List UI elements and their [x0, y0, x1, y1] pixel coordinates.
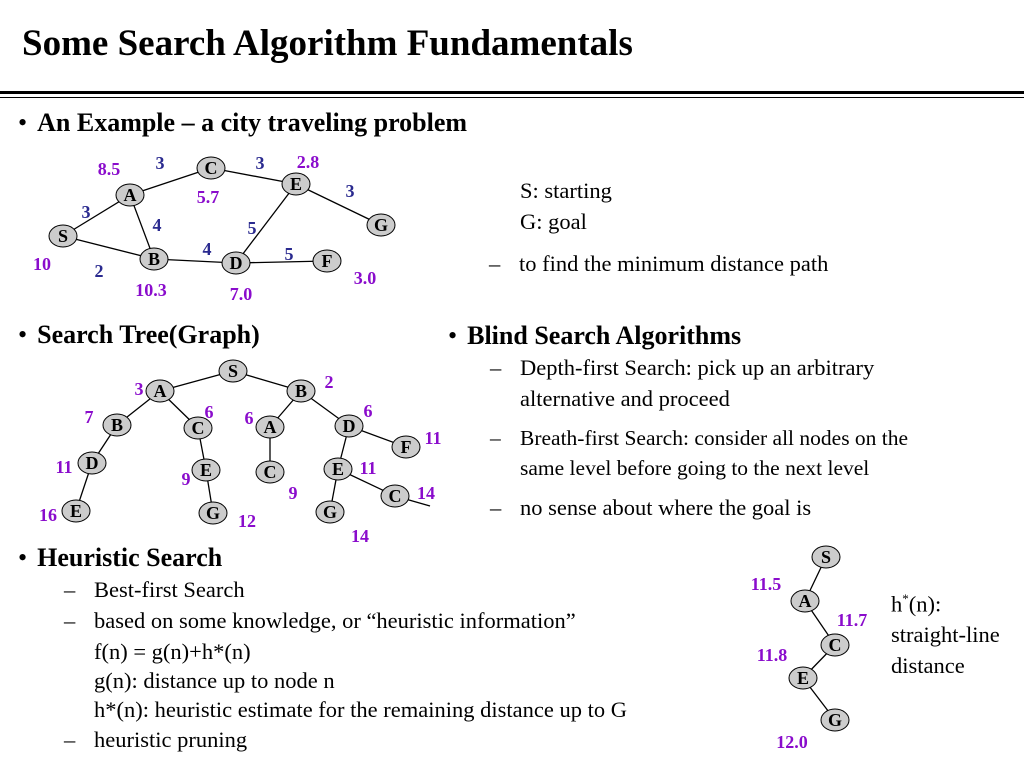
path-node-e: [789, 667, 817, 689]
svg-text:6: 6: [363, 401, 373, 421]
svg-text:C: C: [191, 418, 205, 438]
cost-d-f: 5: [284, 244, 294, 264]
svg-text:G: G: [827, 710, 843, 730]
svg-text:11.7: 11.7: [836, 610, 868, 630]
svg-text:E: E: [796, 668, 810, 688]
cost-e-g: 3: [345, 181, 355, 201]
svg-text:E: E: [199, 460, 213, 480]
svg-text:E: E: [289, 174, 303, 194]
svg-text:C: C: [204, 158, 218, 178]
path-node-g: [821, 709, 849, 731]
svg-text:S: S: [820, 547, 832, 567]
heuristic-g-def: g(n): distance up to node n: [94, 668, 335, 693]
svg-text:B: B: [147, 249, 161, 269]
svg-text:G: G: [322, 502, 338, 522]
h-f: 3.0: [353, 268, 377, 288]
svg-text:16: 16: [39, 505, 57, 525]
cost-b-d: 4: [202, 239, 212, 259]
svg-text:3: 3: [134, 379, 144, 399]
svg-text:A: A: [798, 591, 812, 611]
blind-item-2-cont: same level before going to the next level: [520, 456, 870, 480]
h-a: 8.5: [97, 159, 121, 179]
blind-heading: • Blind Search Algorithms: [448, 321, 742, 350]
svg-text:D: D: [342, 416, 356, 436]
page-title: Some Search Algorithm Fundamentals: [22, 23, 633, 64]
svg-text:12.0: 12.0: [776, 732, 808, 752]
svg-text:9: 9: [181, 469, 191, 489]
svg-text:11: 11: [55, 457, 73, 477]
svg-text:G: G: [373, 215, 389, 235]
h-c: 5.7: [196, 187, 220, 207]
svg-text:D: D: [85, 453, 99, 473]
svg-text:6: 6: [244, 408, 254, 428]
svg-text:S: S: [57, 226, 69, 246]
h-d: 7.0: [229, 284, 253, 304]
svg-text:A: A: [263, 417, 277, 437]
h-label-line-3: distance: [891, 653, 965, 678]
cost-s-a: 3: [81, 202, 91, 222]
svg-text:14: 14: [351, 526, 369, 546]
heuristic-h-def: h*(n): heuristic estimate for the remaining distance up to G: [94, 697, 627, 722]
path-node-a: [791, 590, 819, 612]
h-label-line-1: h*(n):: [891, 591, 942, 617]
blind-item-2: – Breath-first Search: consider all nodes on the: [490, 426, 909, 450]
svg-text:E: E: [331, 459, 345, 479]
svg-text:9: 9: [288, 483, 298, 503]
svg-text:A: A: [153, 381, 167, 401]
svg-text:B: B: [110, 415, 124, 435]
svg-text:E: E: [69, 501, 83, 521]
blind-item-3: – no sense about where the goal is: [490, 495, 812, 520]
svg-text:C: C: [828, 635, 842, 655]
svg-text:C: C: [263, 462, 277, 482]
heuristic-item-1: – Best-first Search: [64, 577, 245, 602]
path-node-c: [821, 634, 849, 656]
svg-text:2: 2: [324, 372, 334, 392]
svg-text:6: 6: [204, 402, 214, 422]
legend-goal: G: goal: [520, 209, 587, 234]
blind-item-1: – Depth-first Search: pick up an arbitrary: [490, 355, 875, 380]
cost-e-d: 5: [247, 218, 257, 238]
svg-text:11.8: 11.8: [756, 645, 788, 665]
blind-item-1-cont: alternative and proceed: [520, 386, 730, 411]
cost-c-e: 3: [255, 153, 265, 173]
heuristic-item-3: – heuristic pruning: [64, 727, 248, 752]
heuristic-formula: f(n) = g(n)+h*(n): [94, 639, 251, 664]
svg-text:S: S: [227, 361, 239, 381]
svg-text:11: 11: [424, 428, 442, 448]
heuristic-item-2: – based on some knowledge, or “heuristic information”: [64, 608, 576, 633]
h-s: 10: [33, 254, 51, 274]
cost-a-b: 4: [152, 215, 162, 235]
cost-a-c: 3: [155, 153, 165, 173]
svg-text:F: F: [400, 437, 412, 457]
svg-text:A: A: [123, 185, 137, 205]
svg-text:B: B: [294, 381, 308, 401]
h-e: 2.8: [296, 152, 320, 172]
search-tree-heading: • Search Tree(Graph): [18, 320, 260, 349]
svg-text:7: 7: [84, 407, 94, 427]
svg-text:14: 14: [417, 483, 435, 503]
heuristic-heading: • Heuristic Search: [18, 543, 223, 572]
svg-text:11: 11: [359, 458, 377, 478]
svg-text:F: F: [321, 251, 333, 271]
svg-text:C: C: [388, 486, 402, 506]
example-task: – to find the minimum distance path: [489, 251, 829, 276]
path-node-s: [812, 546, 840, 568]
svg-text:12: 12: [238, 511, 256, 531]
svg-text:G: G: [205, 503, 221, 523]
example-heading: • An Example – a city traveling problem: [18, 108, 468, 137]
legend-start: S: starting: [520, 178, 612, 203]
svg-text:11.5: 11.5: [750, 574, 782, 594]
cost-s-b: 2: [94, 261, 104, 281]
h-label-line-2: straight-line: [891, 622, 1000, 647]
svg-text:D: D: [229, 253, 243, 273]
h-b: 10.3: [135, 280, 167, 300]
